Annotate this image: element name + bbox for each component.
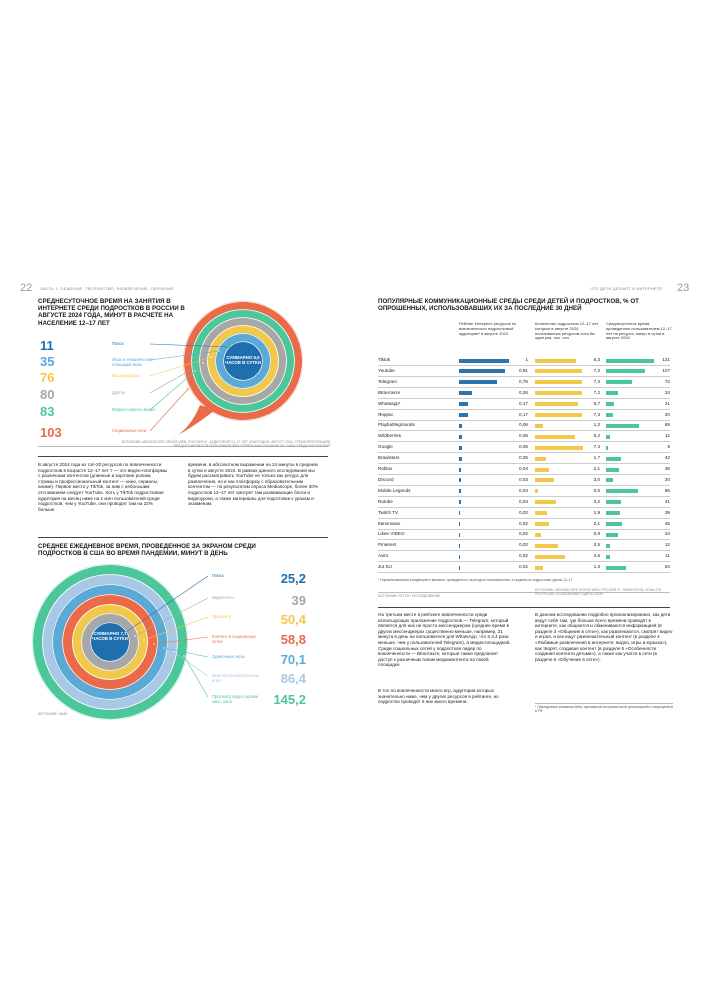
row-name: Tiktok — [378, 357, 391, 362]
col2-bar — [535, 511, 547, 515]
col3-bar — [606, 522, 622, 526]
col1-bar — [459, 413, 468, 417]
chart1-source: ИСТОЧНИК: MEDIASCOPE CROSS WEB, РОССИЯ 0+, АУДИТОРИЯ 12–17 ЛЕТ (ЕЖЕГОДНО, АВГУСТ 2024, СТЕКЛОПРОТЕКЦИЯ) ПРЕДОСТАВЛЯЕТСЯ ПОЛЬЗОВАТЕЛЯМ СЕРВИСАМИ УКАЗАННОГО ТИПА СРЕДИ НАСЕЛЕНИЯ — [121, 440, 330, 449]
col2-bar — [535, 522, 549, 526]
table-row — [378, 498, 670, 508]
col3-value: 42 — [664, 455, 670, 461]
chart1-value-5: 103 — [40, 425, 62, 440]
chart1-leader-dot-1 — [218, 350, 220, 352]
col1-value: 0,05 — [519, 455, 528, 461]
chart2-value-4: 70,1 — [280, 652, 306, 667]
chart2-label-5: Многопользовательские игры — [212, 673, 259, 683]
col1-value: 0,06 — [519, 422, 528, 428]
chart2-title: СРЕДНЕЕ ЕЖЕДНЕВНОЕ ВРЕМЯ, ПРОВЕДЕННОЕ ЗА ЭКРАНОМ СРЕДИ ПОДРОСТКОВ В США ВО ВРЕМЯ ПАНДЕМИИ, МИНУТ В ДЕНЬ — [38, 543, 256, 558]
col1-value: 0,03 — [519, 487, 528, 493]
col1-bar — [459, 435, 462, 439]
col1-value: 0,75 — [519, 378, 528, 384]
chart1-value-3: 80 — [40, 387, 55, 402]
row-name: Discord — [378, 476, 394, 482]
col2-value: 0,9 — [593, 531, 600, 537]
row-name: Google — [378, 444, 393, 450]
col2-value: 6,2 — [593, 433, 600, 439]
col3-value: 12 — [664, 542, 670, 548]
table-row — [378, 454, 670, 464]
row-name: Playbattlegrounds — [378, 422, 415, 428]
col2-value: 7,3 — [593, 378, 600, 384]
col3-value: 6 — [667, 444, 670, 450]
chart2-leader-dot-3 — [153, 643, 155, 645]
col1-bar — [459, 533, 460, 537]
table-row — [378, 367, 670, 377]
col1-bar — [459, 500, 461, 504]
col1-bar — [459, 359, 509, 363]
col3-bar — [606, 413, 613, 417]
row-name: Pinterest — [378, 542, 397, 548]
chart2-label-6: Просмотр видео (кроме кино, кино — [212, 694, 259, 704]
col2-value: 2,1 — [593, 520, 600, 526]
chart2-label-0: Поиск — [212, 573, 224, 578]
page-number-right: 23 — [677, 282, 690, 294]
chart2-center-text: СУММАРНО 7,7 ЧАСОВ В СУТКИ — [92, 631, 128, 642]
col1-value: 0,02 — [519, 509, 528, 515]
col1-bar — [459, 478, 461, 482]
col2-value: 4,6 — [593, 553, 600, 559]
col3-bar — [606, 500, 621, 504]
row-name: Brawlstars — [378, 455, 400, 461]
chart1-leader-dot-4 — [194, 370, 196, 372]
col3-bar — [606, 489, 638, 493]
chart1-leader-dot-2 — [210, 356, 212, 358]
col2-bar — [535, 413, 582, 417]
col1-bar — [459, 468, 461, 472]
col1-value: 0,02 — [519, 520, 528, 526]
col3-bar — [606, 457, 621, 461]
col2-value: 0,5 — [593, 487, 600, 493]
col3-bar — [606, 511, 620, 515]
col2-value: 3,5 — [593, 542, 600, 548]
col1-value: 0,05 — [519, 433, 528, 439]
col2-value: 6,3 — [593, 357, 600, 362]
col3-bar — [606, 478, 613, 482]
col1-bar — [459, 391, 472, 395]
chart1-leader-dot-3 — [202, 362, 204, 364]
running-head-left: ЧАСТЬ 1. ОБЩЕНИЕ, ТВОРЧЕСТВО, РАЗВЛЕЧЕНИЕ, ОБУЧЕНИЕ — [40, 286, 175, 291]
col2-bar — [535, 489, 538, 493]
col3-value: 34 — [664, 531, 670, 537]
col2-value: 1,7 — [593, 455, 600, 461]
col2-value: 1,9 — [593, 509, 600, 515]
row-name: Roblox — [378, 466, 393, 471]
col2-bar — [535, 369, 582, 373]
table-row — [378, 421, 670, 431]
col1-value: 0,02 — [519, 564, 528, 570]
col3-bar — [606, 402, 614, 406]
chart2-leader-dot-6 — [183, 655, 185, 657]
chart2-source: ИСТОЧНИК: JAMA — [38, 712, 68, 716]
col1-value: 0,91 — [519, 367, 528, 373]
col1-bar — [459, 566, 460, 570]
table-row — [378, 465, 670, 475]
col3-bar — [606, 566, 626, 570]
col1-value: 0,17 — [519, 400, 528, 406]
running-head-right: ЧТО ДЕТИ ДЕЛАЮТ В ИНТЕРНЕТЕ — [590, 286, 663, 291]
chart2-leader-dot-2 — [143, 639, 145, 641]
row-name: Кинопоиск — [378, 520, 401, 526]
col3-value: 39 — [664, 509, 670, 515]
body-right-col2: В данном исследовании подробно проанализировано, как дети ведут себя там, где больше всего времени проводят в интернете, как общаются и обмениваются информацией (в разделе 3 «Общение в сети»), как развлекаются, смотрят видео и играя, а как ищут развлекательный контент (в разделе 4 «Любимые развлечения в интернете: видео, игры и музыка»), как творят, создавая контент (в разделе 5 «Особенности создания контента детьми»), а также как учатся в сети (в разделе 6 «Обучение в сети»). — [535, 612, 673, 662]
chart1-value-0: 11 — [40, 338, 54, 353]
body-right-col1: На третьем месте в рейтинге вовлеченности среди использующих приложение подростков — Telegram, который является для них не просто мессенджером (среднее время в других мессенджерах существенно меньше, например, 21 минута в день на пользователя для WhatsApp, что в 3,4 раза меньше, чем у пользователей Telegram), а медиа-площадкой. Среди социальных сетей у подростков лидер по вовлеченности — ВКонтакте, которые также предлагает доступ к различным типам медиаконтента на своей площадке. — [378, 612, 511, 668]
chart2-value-0: 25,2 — [280, 571, 306, 586]
col1-value: 0,02 — [519, 553, 528, 559]
table-row — [378, 443, 670, 453]
col2-bar — [535, 380, 582, 384]
col2-bar — [535, 424, 543, 428]
col3-bar — [606, 468, 619, 472]
col1-value: 0,03 — [519, 476, 528, 482]
col1-bar — [459, 380, 497, 384]
chart2-value-5: 86,4 — [280, 671, 306, 686]
chart2-label-2: Просмотр — [212, 614, 232, 619]
col2-bar — [535, 457, 546, 461]
col1-value: 1 — [525, 357, 528, 362]
col3-value: 107 — [662, 367, 670, 373]
col1-header: Рейтинг Интернет-ресурсов по вовлеченности подростковой аудитории* в августе 2024 — [459, 321, 517, 336]
chart2-value-2: 50,4 — [280, 612, 306, 627]
col2-value: 1,2 — [593, 422, 600, 428]
table-row — [378, 476, 670, 486]
col1-bar — [459, 369, 505, 373]
chart1-label-3: Другое — [112, 390, 126, 395]
col2-value: 7,3 — [593, 411, 600, 417]
row-name: Mobile Legends — [378, 487, 411, 493]
chart2-label-1: Видеочаты — [212, 595, 234, 600]
col3-value: 11 — [665, 553, 670, 559]
col3-value: 54 — [664, 564, 670, 570]
row-name: Avito — [378, 553, 389, 559]
row-name: Whatsapp* — [378, 400, 401, 406]
table-row — [378, 541, 670, 551]
col3-value: 45 — [664, 520, 670, 526]
chart1-title: СРЕДНЕСУТОЧНОЕ ВРЕМЯ НА ЗАНЯТИЯ В ИНТЕРНЕТЕ СРЕДИ ПОДРОСТКОВ В РОССИИ В АВГУСТЕ 2024 ГОДА, МИНУТ В РАСЧЕТЕ НА НАСЕЛЕНИЕ 12–17 ЛЕТ — [38, 298, 185, 327]
col2-bar — [535, 359, 576, 363]
col1-bar — [459, 424, 462, 428]
col1-bar — [459, 489, 461, 493]
col3-value: 131 — [662, 357, 670, 362]
col3-value: 12 — [664, 433, 670, 439]
chart1-value-2: 76 — [40, 370, 55, 385]
col3-bar — [606, 555, 610, 559]
col3-value: 86 — [664, 487, 670, 493]
col1-value: 0,04 — [519, 466, 528, 471]
chart1-label-4: Медиа-сервисы видео — [112, 407, 156, 412]
row-name: Likee VIDEO — [378, 531, 405, 537]
col2-bar — [535, 544, 558, 548]
col3-bar — [606, 391, 618, 395]
body-footnote: * Принадлежит компании Meta, признанной экстремистской организацией и запрещенной в РФ — [535, 705, 673, 713]
table-row — [378, 432, 670, 442]
col3-value: 20 — [664, 476, 670, 482]
table-row — [378, 509, 670, 519]
col1-value: 0,03 — [519, 498, 528, 504]
chart2-value-6: 145,2 — [273, 692, 306, 707]
col3-bar — [606, 380, 632, 384]
col2-bar — [535, 500, 556, 504]
table-footnote: * Нормализованный коэффициент времени, проведенного на ресурсе пользователем, в среднем по подросткам группы 12–17 — [378, 578, 573, 582]
col3-bar — [606, 544, 610, 548]
col3-value: 89 — [664, 422, 670, 428]
table-row — [378, 530, 670, 540]
col1-value: 0,02 — [519, 542, 528, 548]
col2-value: 2,1 — [593, 466, 600, 471]
table-row — [378, 378, 670, 388]
row-name: Rutube — [378, 498, 393, 504]
row-name: Twitch TV — [378, 509, 399, 515]
col1-value: 0,17 — [519, 411, 528, 417]
table-row — [378, 520, 670, 530]
table-row — [378, 563, 670, 573]
chart1-label-2: Мессенджеры — [112, 373, 140, 378]
chart1-leader-dot-5 — [187, 388, 189, 390]
col3-bar — [606, 435, 610, 439]
col2-header: Количество подростков 12–17 лет, которые в августе 2024 пользовались ресурсом хотя бы один раз, тыс. чел — [535, 321, 599, 341]
body-left-col1: В августе 2024 года из топ-20 ресурсов по вовлеченности подростков в возрасте 12–17 лет 7 — это видео-платформы с различным контентом (длинные и короткие ролики, стримы и профессиональный контент — кино, сериалы, аниме). Первое место у TikTok, за ним с небольшим отставанием следует YouTube. Хоть у TikTok подростковая аудитория на месяц ниже на 1 млн пользователей среди подростков, чем у YouTube, они проводят там на 22% больше — [38, 462, 168, 512]
chart1-value-1: 35 — [40, 354, 55, 369]
col3-value: 36 — [664, 466, 670, 471]
col2-bar — [535, 435, 575, 439]
row-name: Youtube — [378, 367, 395, 373]
col1-value: 0,02 — [519, 531, 528, 537]
page-number-left: 22 — [20, 282, 33, 294]
col1-bar — [459, 555, 460, 559]
col2-bar — [535, 566, 543, 570]
col3-value: 34 — [664, 389, 670, 395]
col3-value: 21 — [664, 400, 670, 406]
table-row — [378, 389, 670, 399]
chart2-rings — [0, 560, 340, 735]
chart1-label-1: Игры и тематические площадки игры — [112, 357, 154, 367]
resource-table — [378, 356, 670, 576]
col1-bar — [459, 522, 460, 526]
col1-value: 0,26 — [519, 389, 528, 395]
col2-value: 7,4 — [593, 444, 600, 450]
col1-bar — [459, 446, 462, 450]
chart2-leader-dot-1 — [134, 635, 136, 637]
col2-bar — [535, 391, 582, 395]
col2-bar — [535, 402, 578, 406]
table-row — [378, 487, 670, 497]
col1-bar — [459, 457, 462, 461]
col2-value: 7,3 — [593, 367, 600, 373]
chart1-value-4: 83 — [40, 404, 55, 419]
col1-value: 0,05 — [519, 444, 528, 450]
col2-bar — [535, 468, 549, 472]
col1-bar — [459, 511, 460, 515]
row-name: Telegram — [378, 378, 397, 384]
col3-header: Среднесуточное время, проведенное пользователем 12–17 лет на ресурсе, минут в сутки в августе 2024 — [606, 321, 672, 341]
col2-value: 3,0 — [593, 476, 600, 482]
chart1-label-0: Поиск — [112, 341, 124, 346]
col3-bar — [606, 533, 618, 537]
col2-value: 3,2 — [593, 498, 600, 504]
col2-value: 6,7 — [593, 400, 600, 406]
chart1-center-text: СУММАРНО 6,5 ЧАСОВ В СУТКИ — [225, 355, 261, 366]
col1-bar — [459, 402, 468, 406]
body-left-col2: времени, в абсолютном выражении на 24 минуты в среднем в сутки в августе 2024. В рамках данного исследования мы будем рассматривать YouTube не только как ресурс для развлечения, но и как платформу с образовательным контентом — по результатам опроса Mediascope, более 30% подростков 12–17 лет смотрят там развивающие блоги и видеоуроки, а также материалы для подготовки к урокам и экзаменам. — [188, 462, 318, 507]
table-source-left: ИСТОЧНИК: РЕГУЛ.* ИССЛЕДОВАНИЕ — [378, 594, 441, 598]
table-row — [378, 356, 670, 366]
col3-bar — [606, 359, 654, 363]
table-row — [378, 400, 670, 410]
table-row — [378, 552, 670, 562]
chart2-value-3: 58,8 — [280, 632, 306, 647]
col3-value: 20 — [664, 411, 670, 417]
chart2-label-4: Одиночные игры — [212, 654, 245, 659]
body-right-col1b: В топ по вовлеченности много игр, аудитории которых значительно ниже, чем у других ресурсов в рейтинге, но подростки проводят в них много времени. — [378, 688, 499, 705]
row-name: Jut SU — [378, 564, 392, 570]
col3-bar — [606, 369, 645, 373]
col3-bar — [606, 446, 608, 450]
col1-bar — [459, 544, 460, 548]
row-name: Яндекс — [378, 411, 394, 417]
chart2-label-3: Контент в социальных сетях — [212, 634, 256, 644]
col3-value: 41 — [664, 498, 670, 504]
chart2-leader-dot-5 — [173, 651, 175, 653]
chart2-leader-6 — [184, 656, 208, 697]
col2-bar — [535, 478, 554, 482]
col3-value: 72 — [664, 378, 670, 384]
col2-value: 7,2 — [593, 389, 600, 395]
chart1-leader-4 — [150, 371, 195, 410]
row-name: Wildberries — [378, 433, 401, 439]
chart2-leader-dot-4 — [163, 647, 165, 649]
col3-bar — [606, 424, 639, 428]
table-row — [378, 411, 670, 421]
row-name: ВКонтакте — [378, 389, 401, 395]
chart1-leader-dot-0 — [228, 346, 230, 348]
col2-value: 1,3 — [593, 564, 600, 570]
chart1-ring-tail — [170, 405, 215, 440]
col2-bar — [535, 446, 583, 450]
table-source-right: ИСТОЧНИК: MEDIASCOPE CROSS WEB, РОССИЯ 0+, ЗЕМЛОПОЛЬ ЗОНЫ ПО РЕСУРСАМ, ОСОБЕННЫМ ПОДРОСТКОВ — [535, 588, 662, 597]
table-title: ПОПУЛЯРНЫЕ КОММУНИКАЦИОННЫЕ СРЕДЫ СРЕДИ ДЕТЕЙ И ПОДРОСТКОВ, % ОТ ОПРОШЕННЫХ, ИСПОЛЬЗОВАВШИХ ИХ ЗА ПОСЛЕДНИЕ 30 ДНЕЙ — [378, 298, 639, 313]
chart1-label-5: Социальные сети — [112, 428, 147, 433]
chart2-value-1: 39 — [291, 593, 306, 608]
col2-bar — [535, 555, 565, 559]
col2-bar — [535, 533, 541, 537]
